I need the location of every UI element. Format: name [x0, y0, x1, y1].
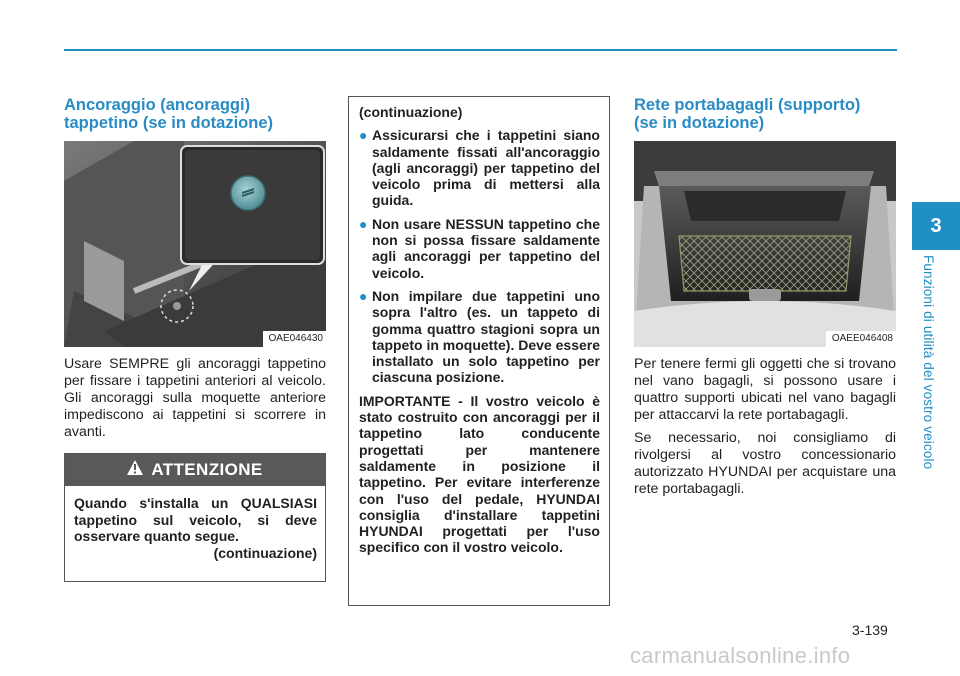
cargo-net-photo [634, 141, 896, 347]
chapter-title: Funzioni di utilità del vostro veicolo [921, 255, 936, 470]
warning-body [65, 486, 325, 561]
warning-continuation-box [348, 96, 610, 606]
top-rule [64, 49, 897, 51]
chapter-number: 3 [930, 214, 942, 237]
bullet-icon: ● [359, 215, 368, 232]
list-item-text: Non usare NESSUN tappetino che non si possa fissare saldamente agli ancoraggi per tappetino del veicolo. [372, 215, 600, 281]
continued-label: (continuazione) [359, 104, 463, 120]
watermark: carmanualsonline.info [630, 643, 851, 668]
cargo-net-text [634, 356, 896, 504]
cargo-net-illustration [634, 141, 896, 347]
section-heading-cargo-net [634, 96, 896, 132]
warning-text: Quando s'installa un QUALSIASI tappetino sul veicolo, si deve osservare quanto segue. [74, 495, 317, 544]
bullet-icon: ● [359, 127, 368, 144]
warning-header [65, 454, 325, 486]
list-item [359, 216, 600, 281]
list-item-text: Assicurarsi che i tappetini siano saldamente fissati all'ancoraggio (agli ancoraggi) per tappetino del veicolo prima di mettersi alla guida. [372, 127, 600, 209]
bullet-icon: ● [359, 287, 368, 304]
page-number: 3-139 [852, 622, 888, 638]
chapter-tab [912, 202, 960, 250]
heading-line: Ancoraggio (ancoraggi) [64, 96, 251, 114]
important-note: IMPORTANTE - Il vostro veicolo è stato costruito con ancoraggi per il tappetino lato conducente progettati per mantenere saldamente in posizione il tappetino. Per evitare interferenze con l'uso del pedale, HYUNDAI consiglia d'installare tappetini HYUNDAI progettati per l'uso specifico con il vostro veicolo. [359, 392, 600, 556]
paragraph: Usare SEMPRE gli ancoraggi tappetino per fissare i tappetini anteriori al veicolo. Gli ancoraggi sulla moquette anteriore impediscono ai tappetini si scorrere in avanti. [64, 356, 326, 440]
image-code: OAEE046408 [826, 331, 896, 347]
section-heading-anchors [64, 96, 326, 132]
anchors-paragraph [64, 356, 326, 447]
floor-mat-anchor-illustration [64, 141, 326, 347]
floor-mat-anchor-photo [64, 141, 326, 347]
image-code: OAE046430 [263, 331, 327, 347]
paragraph: Se necessario, noi consigliamo di rivolgersi al vostro concessionario autorizzato HYUNDAI per acquistare una rete portabagagli. [634, 430, 896, 497]
warning-continued: (continuazione) [213, 544, 317, 561]
warning-title: ATTENZIONE [151, 460, 263, 479]
heading-line: (se in dotazione) [634, 114, 765, 132]
warning-list [359, 127, 600, 385]
warning-box [64, 453, 326, 582]
paragraph: Per tenere fermi gli oggetti che si trovano nel vano bagagli, si possono usare i quattro supporti ubicati nel vano bagagli per attaccarvi la rete portabagagli. [634, 356, 896, 423]
heading-line: tappetino (se in dotazione) [64, 114, 273, 132]
list-item [359, 288, 600, 386]
list-item [359, 127, 600, 208]
heading-line: Rete portabagagli (supporto) [634, 96, 861, 114]
warning-triangle-icon [127, 460, 143, 480]
list-item-text: Non impilare due tappetini uno sopra l'altro (es. un tappeto di gomma quattro stagioni sopra un tappeto in moquette). Deve essere installato un solo tappetino per ciascuna posizione. [372, 287, 600, 386]
